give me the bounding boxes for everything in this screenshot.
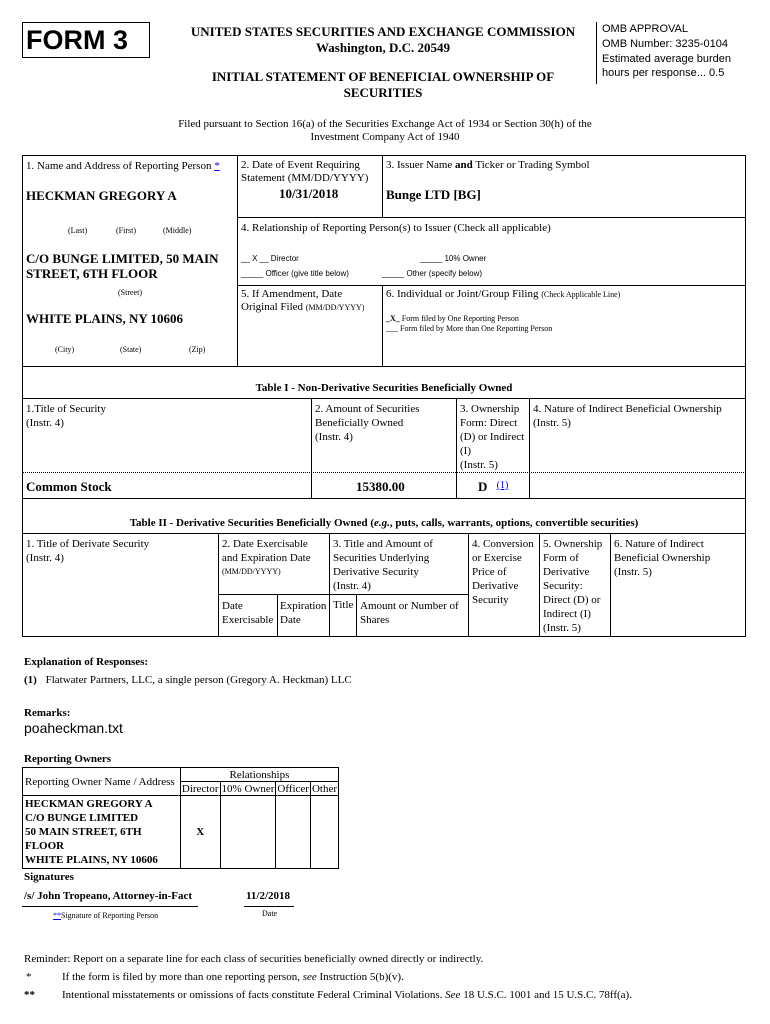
filed-pursuant-line2: Investment Company Act of 1940 <box>310 131 460 143</box>
explanation-note-1: (1) Flatwater Partners, LLC, a single person (Gregory A. Heckman) LLC <box>24 674 352 686</box>
agency-name: UNITED STATES SECURITIES AND EXCHANGE COMMISSION <box>190 24 576 39</box>
table2-col6-header: 6. Nature of Indirect Beneficial Ownership (Instr. 5) <box>614 538 711 578</box>
officer-header: Officer <box>277 782 309 795</box>
reporting-owners-table <box>22 767 339 869</box>
security-title: Common Stock <box>26 479 112 494</box>
signer-name: /s/ John Tropeano, Attorney-in-Fact <box>24 890 193 902</box>
signature-label: **Signature of Reporting Person <box>53 911 159 920</box>
ten-percent-owner-checkbox[interactable]: _____ 10% Owner <box>420 254 487 263</box>
burden-hours-value: 0.5 <box>709 67 725 79</box>
reporting-owners-heading: Reporting Owners <box>24 753 112 765</box>
box2-label-line2: Statement (MM/DD/YYYY) <box>241 172 369 184</box>
last-label: (Last) <box>68 226 88 235</box>
table2-amount-shares: Amount or Number of Shares <box>360 600 459 626</box>
table1-col3-header: 3. Ownership Form: Direct (D) or Indirect (I) (Instr. 5) <box>460 403 525 471</box>
footnote-double-star-text: Intentional misstatements or omissions of facts constitute Federal Criminal Violations. See 18 U.S.C. 1001 and 15 U.S.C. 78ff(a). <box>62 989 632 1001</box>
filing-option-group[interactable]: ___ Form filed by More than One Reporting Person <box>386 324 553 333</box>
box4-label: 4. Relationship of Reporting Person(s) to Issuer (Check all applicable) <box>241 222 551 234</box>
footnote-double-star-link[interactable]: ** <box>53 911 61 920</box>
form-label-box <box>22 22 150 58</box>
table1-col1-header: 1.Title of Security (Instr. 4) <box>26 403 106 429</box>
table2-col5-header: 5. Ownership Form of Derivative Security: Direct (D) or Indirect (I) (Instr. 5) <box>543 538 603 634</box>
issuer-name: Bunge LTD [BG] <box>386 187 481 202</box>
ten-pct-header: 10% Owner <box>221 782 275 795</box>
table1-col4-header: 4. Nature of Indirect Beneficial Ownership (Instr. 5) <box>533 403 722 429</box>
filing-option-one[interactable]: _X_ Form filed by One Reporting Person <box>386 314 519 323</box>
table2-underlying-title: Title <box>333 599 354 611</box>
table2-title: Table II - Derivative Securities Beneficially Owned (e.g., puts, calls, warrants, options, convertible securities) <box>129 517 639 529</box>
statement-title-line1: INITIAL STATEMENT OF BENEFICIAL OWNERSHIP OF <box>211 69 555 84</box>
box3-label: 3. Issuer Name and Ticker or Trading Symbol <box>386 159 590 171</box>
table2-col2-header: 2. Date Exercisable and Expiration Date (MM/DD/YYYY) <box>222 538 311 576</box>
officer-checkbox[interactable]: _____ Officer (give title below) <box>241 269 349 278</box>
city-state-zip: WHITE PLAINS, NY 10606 <box>26 311 183 326</box>
box1-label: 1. Name and Address of Reporting Person * <box>26 160 220 172</box>
table1-title: Table I - Non-Derivative Securities Beneficially Owned <box>255 382 513 394</box>
statement-title-line2: SECURITIES <box>343 85 423 100</box>
agency-location: Washington, D.C. 20549 <box>316 40 450 55</box>
omb-number: OMB Number: 3235-0104 <box>602 38 728 50</box>
footnote-1-link[interactable]: (1) <box>496 480 509 491</box>
middle-label: (Middle) <box>163 226 192 235</box>
reminder-text: Reminder: Report on a separate line for each class of securities beneficially owned directly or indirectly. <box>24 953 484 965</box>
table2-col4-header: 4. Conversion or Exercise Price of Derivative Security <box>472 538 534 606</box>
table2-expiration-date: Expiration Date <box>280 600 327 626</box>
footnote-star-text: If the form is filed by more than one reporting person, see Instruction 5(b)(v). <box>62 971 404 983</box>
table2-date-exercisable: Date Exercisable <box>222 600 274 626</box>
form-label: FORM 3 <box>26 25 129 55</box>
table2-col1-header: 1. Title of Derivate Security (Instr. 4) <box>26 538 150 564</box>
date-label: Date <box>262 909 278 918</box>
footnote-star-link[interactable]: * <box>214 160 220 172</box>
box5-label-line1: 5. If Amendment, Date <box>241 288 343 300</box>
footnote-double-star-mark: ** <box>24 989 35 1001</box>
burden-hours-label: hours per response... <box>602 67 706 79</box>
explanation-heading: Explanation of Responses: <box>24 656 149 668</box>
security-amount: 15380.00 <box>356 479 405 494</box>
owner-other-cell <box>310 796 338 869</box>
state-label: (State) <box>120 345 142 354</box>
omb-approval-box <box>596 22 746 84</box>
footnote-star-mark: * <box>26 971 32 983</box>
filed-pursuant-line1: Filed pursuant to Section 16(a) of the Securities Exchange Act of 1934 or Section 30(h) of the <box>178 118 592 130</box>
owner-name-header: Reporting Owner Name / Address <box>23 768 181 796</box>
owner-director-mark: X <box>180 796 220 869</box>
event-date: 10/31/2018 <box>279 186 339 201</box>
remarks-heading: Remarks: <box>24 707 71 719</box>
first-label: (First) <box>116 226 136 235</box>
signatures-heading: Signatures <box>24 871 74 883</box>
omb-approval: OMB APPROVAL <box>602 23 688 35</box>
street-line2: STREET, 6TH FLOOR <box>26 266 158 281</box>
remarks-text: poaheckman.txt <box>24 720 123 736</box>
reporting-person-name: HECKMAN GREGORY A <box>26 188 177 203</box>
other-checkbox[interactable]: _____ Other (specify below) <box>382 269 483 278</box>
city-label: (City) <box>55 345 75 354</box>
other-header: Other <box>311 782 337 795</box>
street-line1: C/O BUNGE LIMITED, 50 MAIN <box>26 251 219 266</box>
burden-estimate: Estimated average burden <box>602 53 732 65</box>
owner-address: HECKMAN GREGORY A C/O BUNGE LIMITED 50 MAIN STREET, 6TH FLOOR WHITE PLAINS, NY 10606 <box>23 796 181 869</box>
relationships-header: Relationships <box>180 768 338 782</box>
owner-officer-cell <box>276 796 311 869</box>
table1-col2-header: 2. Amount of Securities Beneficially Owned (Instr. 4) <box>315 403 420 443</box>
zip-label: (Zip) <box>189 345 206 354</box>
box6-label: 6. Individual or Joint/Group Filing (Check Applicable Line) <box>386 288 621 300</box>
burden-hours <box>602 67 724 79</box>
box2-label-line1: 2. Date of Event Requiring <box>241 159 360 171</box>
owner-ten-pct-cell <box>220 796 276 869</box>
street-label: (Street) <box>118 288 142 297</box>
box5-label-line2: Original Filed (MM/DD/YYYY) <box>241 301 365 313</box>
director-checkbox[interactable]: __ X __ Director <box>241 254 299 263</box>
ownership-form: D $^{(1)}$ <box>478 479 509 494</box>
signature-date: 11/2/2018 <box>246 890 291 902</box>
table2-col3-header: 3. Title and Amount of Securities Underlying Derivative Security (Instr. 4) <box>333 538 433 592</box>
director-header: Director <box>181 782 219 795</box>
